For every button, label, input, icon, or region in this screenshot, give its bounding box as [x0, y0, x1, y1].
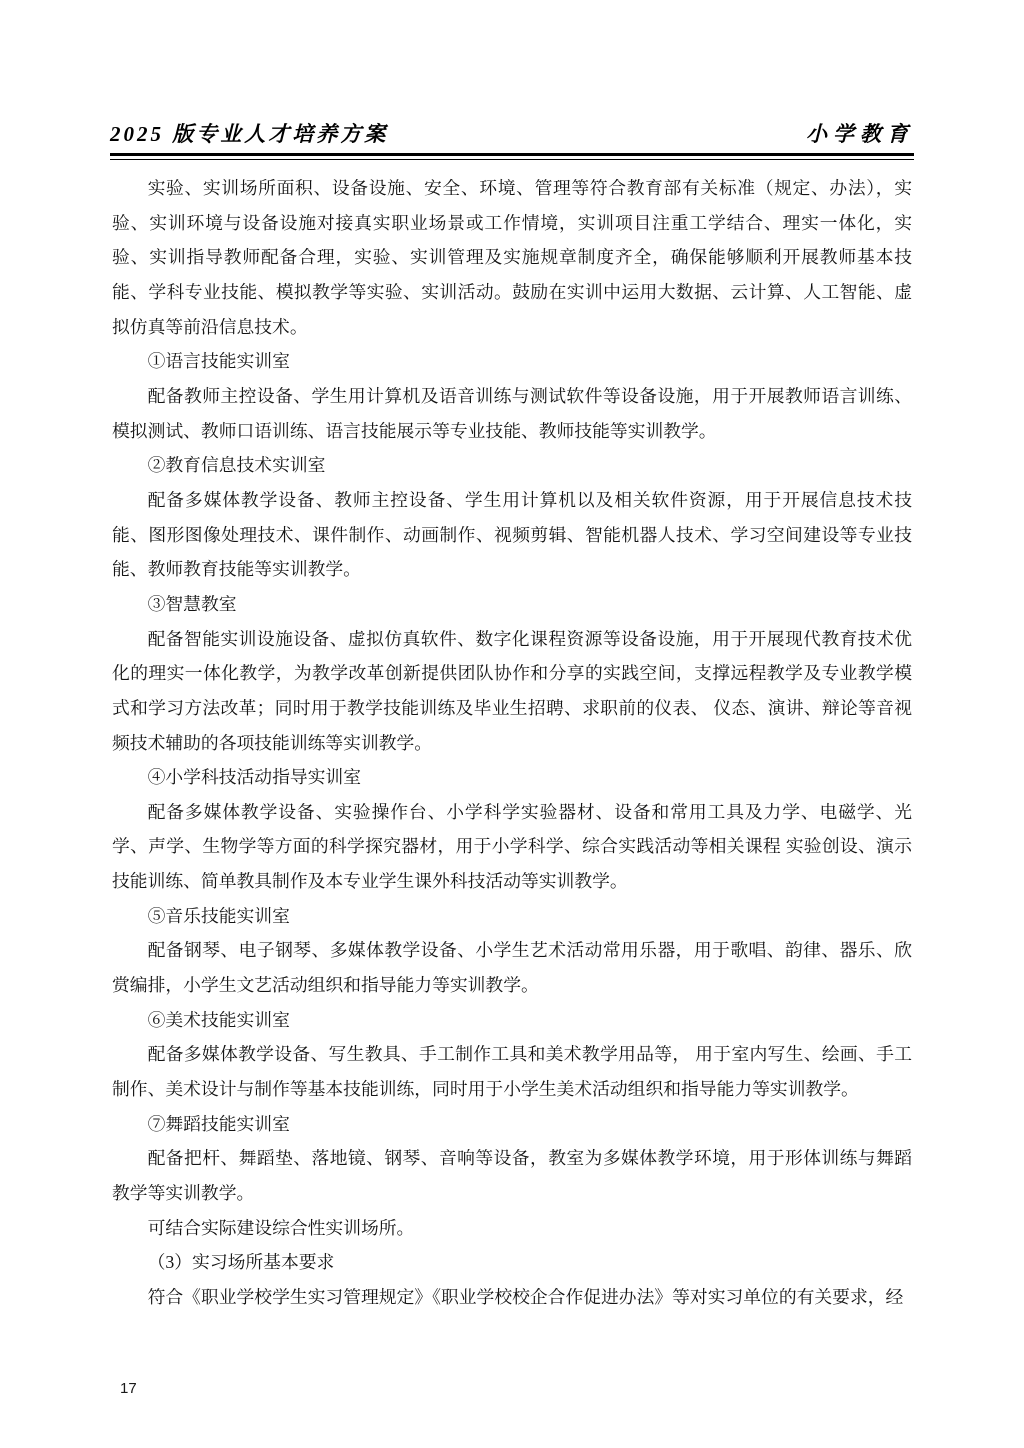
section-heading-dance-lab: ⑦舞蹈技能实训室 — [147, 1113, 290, 1134]
section-heading-language-lab: ①语言技能实训室 — [147, 351, 290, 372]
header-rule — [110, 153, 914, 160]
paragraph-subsection-title: （3）实习场所基本要求 — [147, 1252, 335, 1273]
header-title-right: 小学教育 — [806, 122, 914, 146]
document-body — [112, 171, 912, 1315]
page-header — [110, 118, 914, 160]
paragraph: 配备多媒体教学设备、教师主控设备、学生用计算机以及相关软件资源，用于开展信息技术技能、图形图像处理技术、课件制作、动画制作、视频剪辑、智能机器人技术、学习空间建设等专业技能、教师教育技能等实训教学。 — [112, 489, 912, 580]
page-number: 17 — [120, 1380, 137, 1397]
paragraph: 配备把杆、舞蹈垫、落地镜、钢琴、音响等设备，教室为多媒体教学环境，用于形体训练与舞蹈教学等实训教学。 — [112, 1148, 912, 1204]
paragraph: 配备教师主控设备、学生用计算机及语音训练与测试软件等设备设施，用于开展教师语言训练、模拟测试、教师口语训练、语言技能展示等专业技能、教师技能等实训教学。 — [112, 385, 912, 441]
paragraph: 配备智能实训设施设备、虚拟仿真软件、数字化课程资源等设备设施，用于开展现代教育技术优化的理实一体化教学，为教学改革创新提供团队协作和分享的实践空间，支撑远程教学及专业教学模式和学习方法改革；同时用于教学技能训练及毕业生招聘、求职前的仪表、 仪态、演讲、辩论等音视频技术辅助的各项技能训练等实训教学。 — [112, 628, 912, 753]
header-titles — [110, 118, 914, 148]
section-heading-smart-classroom: ③智慧教室 — [147, 593, 237, 614]
paragraph: 配备多媒体教学设备、写生教具、手工制作工具和美术教学用品等， 用于室内写生、绘画、手工制作、美术设计与制作等基本技能训练，同时用于小学生美术活动组织和指导能力等实训教学。 — [112, 1044, 912, 1100]
paragraph: 配备钢琴、电子钢琴、多媒体教学设备、小学生艺术活动常用乐器，用于歌唱、韵律、器乐、欣赏编排，小学生文艺活动组织和指导能力等实训教学。 — [112, 940, 912, 996]
paragraph: 符合《职业学校学生实习管理规定》《职业学校校企合作促进办法》等对实习单位的有关要求，经 — [147, 1287, 904, 1307]
header-title-left: 2025 版专业人才培养方案 — [110, 122, 389, 146]
section-heading-art-lab: ⑥美术技能实训室 — [147, 1009, 290, 1030]
section-heading-edu-it-lab: ②教育信息技术实训室 — [147, 455, 326, 476]
paragraph: 实验、实训场所面积、设备设施、安全、环境、管理等符合教育部有关标准（规定、办法），实验、实训环境与设备设施对接真实职业场景或工作情境，实训项目注重工学结合、理实一体化，实验、实训指导教师配备合理，实验、实训管理及实施规章制度齐全，确保能够顺利开展教师基本技能、学科专业技能、模拟教学等实验、实训活动。鼓励在实训中运用大数据、云计算、人工智能、虚拟仿真等前沿信息技术。 — [112, 178, 912, 337]
paragraph: 配备多媒体教学设备、实验操作台、小学科学实验器材、设备和常用工具及力学、电磁学、光学、声学、生物学等方面的科学探究器材，用于小学科学、综合实践活动等相关课程 实验创设、演示技能训练、简单教具制作及本专业学生课外科技活动等实训教学。 — [112, 801, 912, 892]
section-heading-science-lab: ④小学科技活动指导实训室 — [147, 767, 361, 788]
paragraph: 可结合实际建设综合性实训场所。 — [147, 1217, 415, 1238]
section-heading-music-lab: ⑤音乐技能实训室 — [147, 905, 290, 926]
